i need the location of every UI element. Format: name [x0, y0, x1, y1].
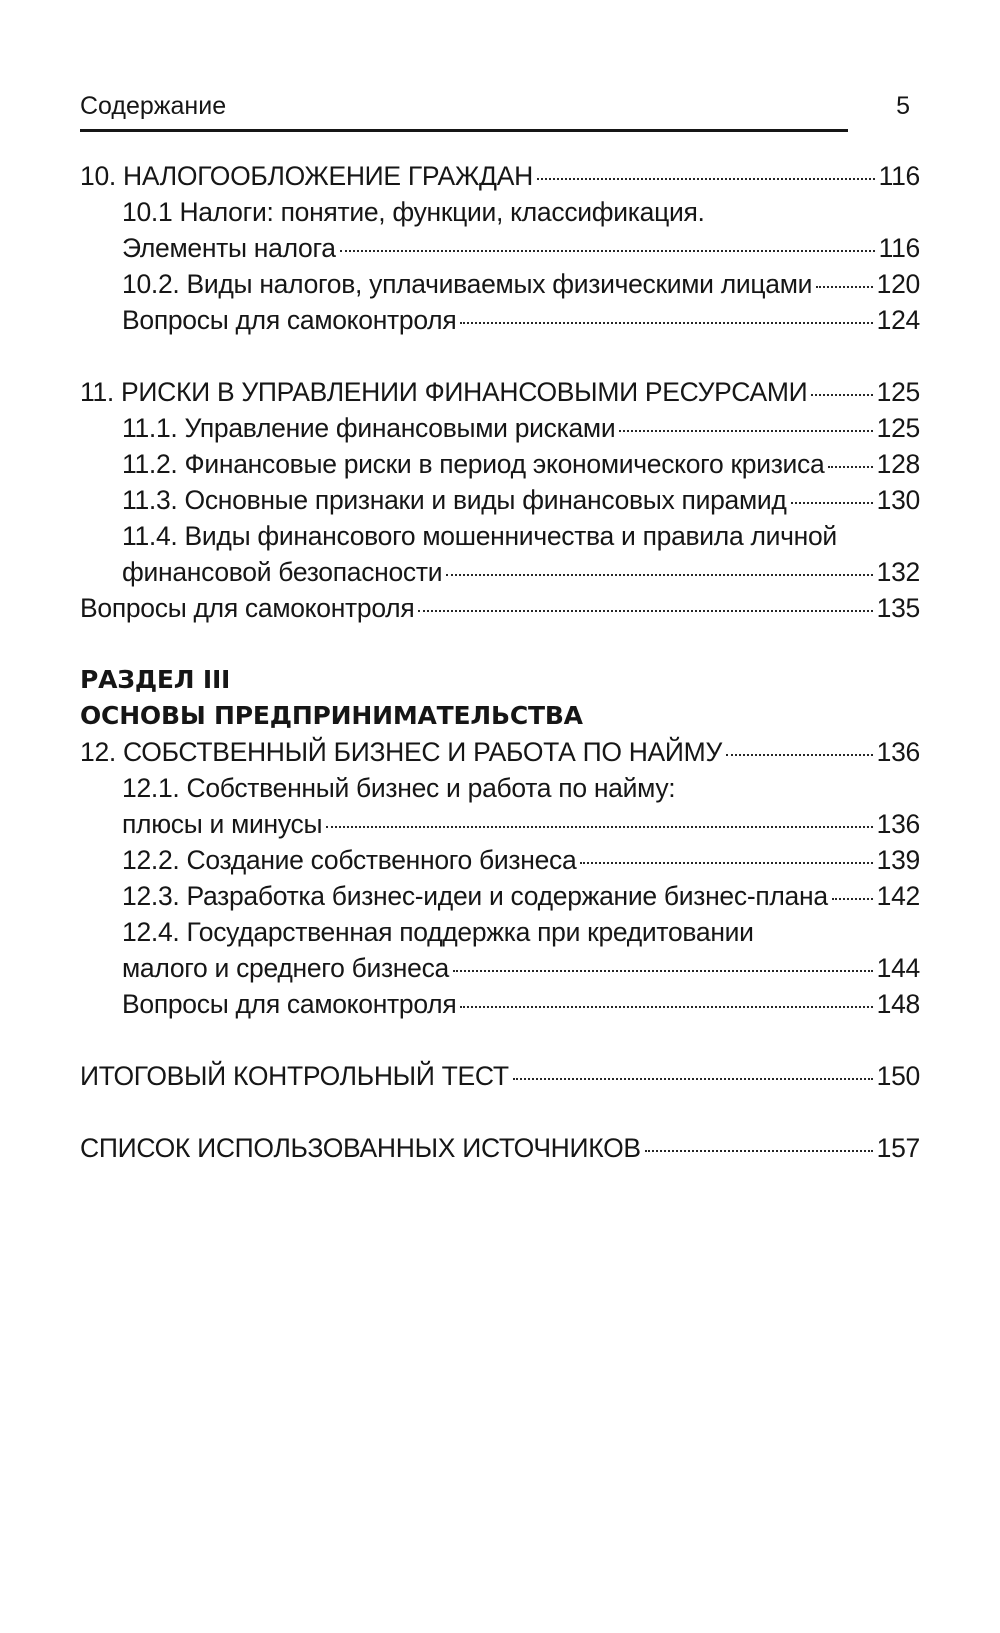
- toc-entry-page: 125: [876, 377, 920, 407]
- dot-leader: [513, 1078, 873, 1080]
- toc-entry-title: 11.4. Виды финансового мошенничества и правила личной: [122, 521, 837, 551]
- toc-entry-11-1[interactable]: [80, 410, 920, 446]
- toc-entry-10-questions[interactable]: [80, 302, 920, 338]
- dot-leader: [580, 862, 872, 864]
- toc-entry-page: 132: [876, 557, 920, 587]
- toc-entry-page: 130: [876, 485, 920, 515]
- toc-entry-11-4-cont[interactable]: [80, 554, 920, 590]
- dot-leader: [726, 754, 873, 756]
- section-3-title: ОСНОВЫ ПРЕДПРИНИМАТЕЛЬСТВА: [80, 701, 583, 730]
- running-header-title: Содержание: [80, 92, 227, 120]
- dot-leader: [619, 430, 872, 432]
- toc-entry-title: Вопросы для самоконтроля: [80, 593, 415, 623]
- page-number: 5: [896, 92, 910, 120]
- toc-entry-title: 12.4. Государственная поддержка при кредитовании: [122, 917, 754, 947]
- toc-chapter-12[interactable]: [80, 734, 920, 770]
- toc-entry-page: 157: [876, 1133, 920, 1163]
- toc-entry-10-2[interactable]: [80, 266, 920, 302]
- dot-leader: [537, 178, 875, 180]
- toc-entry-title: 10.2. Виды налогов, уплачиваемых физическими лицами: [122, 269, 813, 299]
- toc-entry-page: 136: [876, 809, 920, 839]
- toc-entry-12-1[interactable]: [80, 770, 920, 806]
- toc-entry-page: 116: [878, 233, 920, 263]
- toc-entry-10-1[interactable]: [80, 194, 920, 230]
- toc-final-test[interactable]: [80, 1058, 920, 1094]
- toc-entry-page: 124: [876, 305, 920, 335]
- toc-entry-page: 142: [876, 881, 920, 911]
- dot-leader: [828, 466, 872, 468]
- toc-chapter-10[interactable]: [80, 158, 920, 194]
- header-rule: [80, 129, 848, 132]
- toc-entry-page: 144: [876, 953, 920, 983]
- toc-entry-title: плюсы и минусы: [122, 809, 323, 839]
- toc-entry-title: малого и среднего бизнеса: [122, 953, 449, 983]
- toc-entry-title: СПИСОК ИСПОЛЬЗОВАННЫХ ИСТОЧНИКОВ: [80, 1133, 641, 1163]
- toc-entry-title: 10. НАЛОГООБЛОЖЕНИЕ ГРАЖДАН: [80, 161, 533, 191]
- dot-leader: [460, 1006, 872, 1008]
- toc-entry-12-2[interactable]: [80, 842, 920, 878]
- dot-leader: [811, 394, 872, 396]
- toc-entry-page: 150: [876, 1061, 920, 1091]
- toc-entry-page: 128: [876, 449, 920, 479]
- toc-entry-page: 120: [876, 269, 920, 299]
- toc-entry-page: 135: [876, 593, 920, 623]
- toc-entry-12-1-cont[interactable]: [80, 806, 920, 842]
- toc-entry-11-4[interactable]: [80, 518, 920, 554]
- toc-entry-11-questions[interactable]: [80, 590, 920, 626]
- section-3-label: РАЗДЕЛ III: [80, 665, 231, 694]
- toc-entry-11-3[interactable]: [80, 482, 920, 518]
- running-header: [80, 90, 910, 130]
- dot-leader: [418, 610, 872, 612]
- toc-entry-title: 11.3. Основные признаки и виды финансовых пирамид: [122, 485, 787, 515]
- dot-leader: [832, 898, 873, 900]
- toc-entry-12-3[interactable]: [80, 878, 920, 914]
- toc-entry-title: Элементы налога: [122, 233, 336, 263]
- dot-leader: [446, 574, 872, 576]
- toc-entry-12-4-cont[interactable]: [80, 950, 920, 986]
- toc-entry-page: 116: [878, 161, 920, 191]
- toc-entry-title: 12. СОБСТВЕННЫЙ БИЗНЕС И РАБОТА ПО НАЙМУ: [80, 737, 722, 767]
- toc-entry-title: 11.1. Управление финансовыми рисками: [122, 413, 616, 443]
- toc-entry-10-1-cont[interactable]: [80, 230, 920, 266]
- toc-entry-page: 148: [876, 989, 920, 1019]
- toc-entry-title: Вопросы для самоконтроля: [122, 989, 457, 1019]
- dot-leader: [326, 826, 872, 828]
- toc-entry-11-2[interactable]: [80, 446, 920, 482]
- toc-sources[interactable]: [80, 1130, 920, 1166]
- dot-leader: [460, 322, 872, 324]
- toc-entry-page: 125: [876, 413, 920, 443]
- toc-entry-12-questions[interactable]: [80, 986, 920, 1022]
- dot-leader: [791, 502, 873, 504]
- toc-entry-title: 11. РИСКИ В УПРАВЛЕНИИ ФИНАНСОВЫМИ РЕСУРСАМИ: [80, 377, 808, 407]
- dot-leader: [645, 1150, 873, 1152]
- toc-entry-12-4[interactable]: [80, 914, 920, 950]
- dot-leader: [816, 286, 873, 288]
- toc-entry-page: 139: [876, 845, 920, 875]
- toc-entry-title: 12.3. Разработка бизнес-идеи и содержание бизнес-плана: [122, 881, 828, 911]
- toc-entry-title: Вопросы для самоконтроля: [122, 305, 457, 335]
- toc-entry-title: финансовой безопасности: [122, 557, 443, 587]
- toc-entry-title: 11.2. Финансовые риски в период экономического кризиса: [122, 449, 825, 479]
- dot-leader: [453, 970, 873, 972]
- dot-leader: [340, 250, 875, 252]
- toc-chapter-11[interactable]: [80, 374, 920, 410]
- toc-entry-title: 12.2. Создание собственного бизнеса: [122, 845, 577, 875]
- toc-entry-title: ИТОГОВЫЙ КОНТРОЛЬНЫЙ ТЕСТ: [80, 1061, 509, 1091]
- toc-entry-page: 136: [876, 737, 920, 767]
- table-of-contents: [80, 158, 920, 1166]
- toc-entry-title: 12.1. Собственный бизнес и работа по найму:: [122, 773, 676, 803]
- toc-entry-title: 10.1 Налоги: понятие, функции, классификация.: [122, 197, 705, 227]
